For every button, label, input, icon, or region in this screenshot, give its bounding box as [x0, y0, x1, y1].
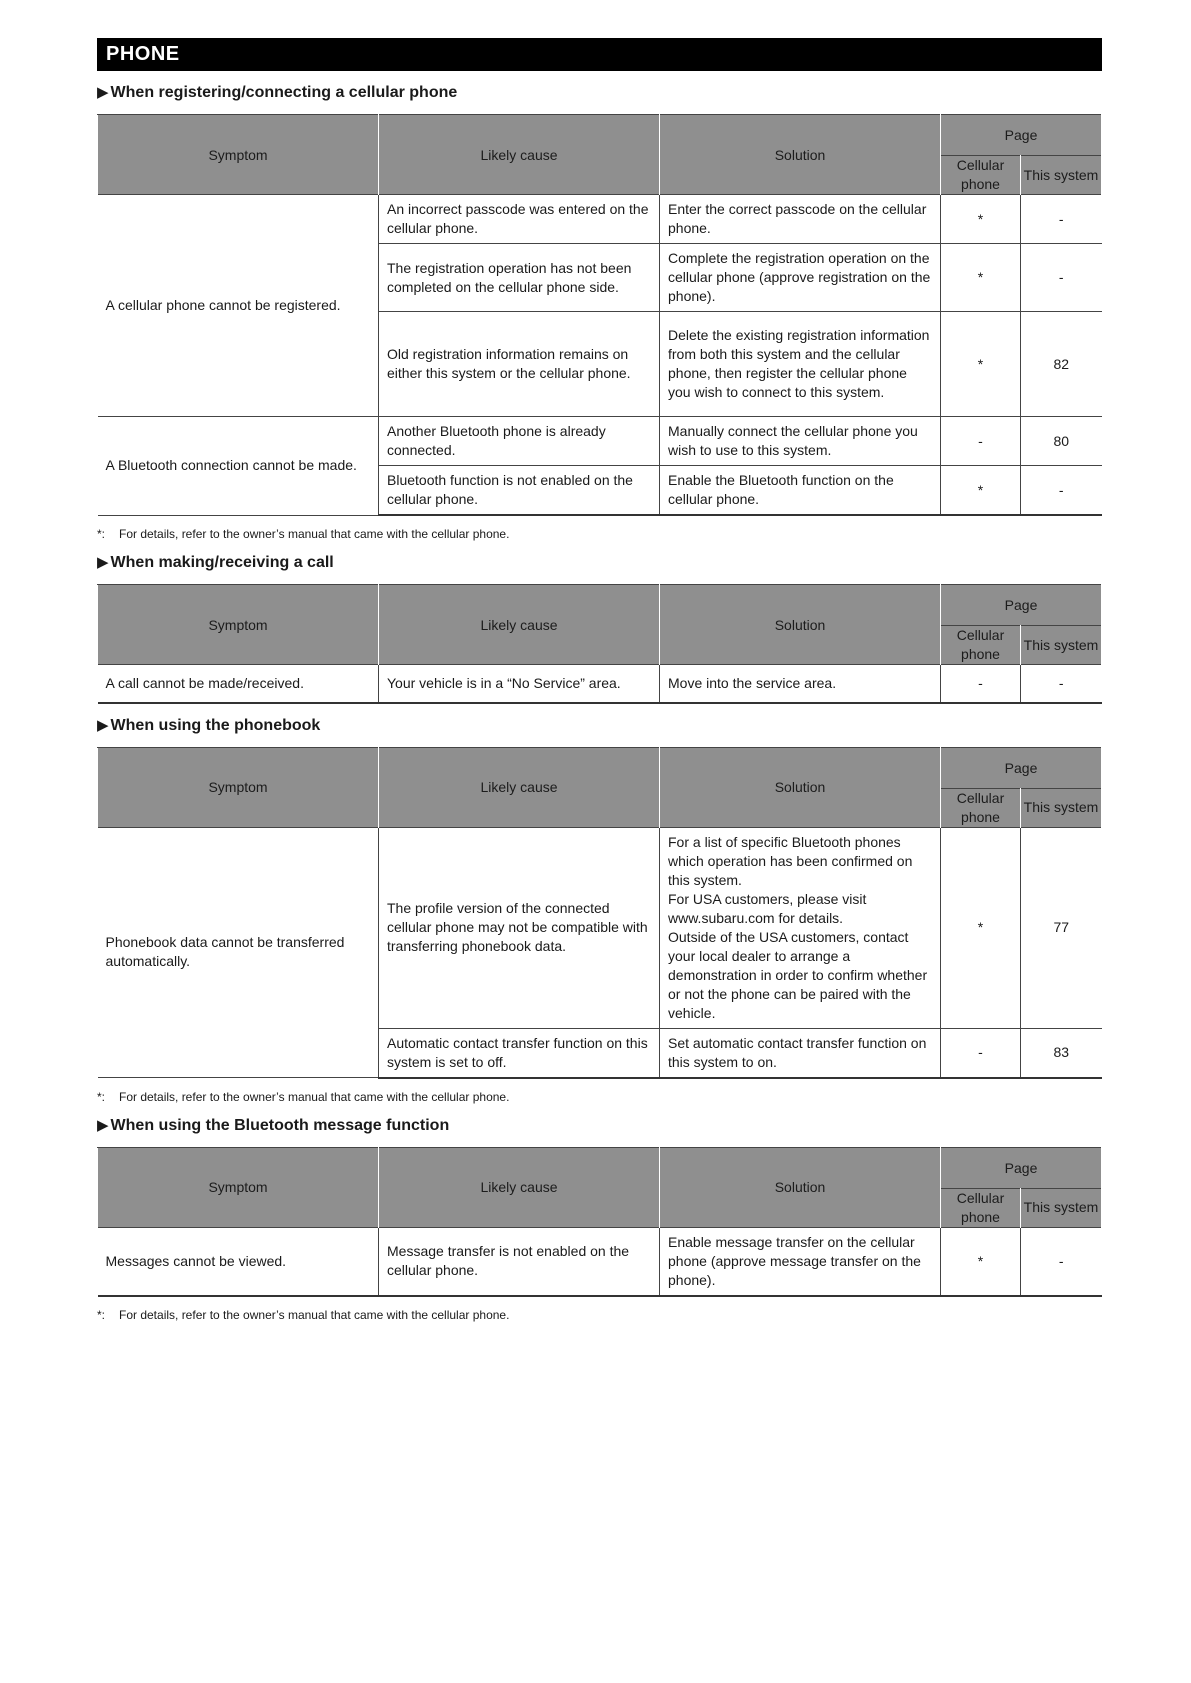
footnote-text: For details, refer to the owner’s manual that came with the cellular phone. [119, 1089, 510, 1104]
cellular-page-cell: * [941, 1227, 1021, 1296]
solution-cell: Enter the correct passcode on the cellular phone. [660, 195, 941, 244]
footnote [97, 527, 1102, 541]
cellular-page-cell: * [941, 195, 1021, 244]
system-page-cell: - [1021, 1227, 1102, 1296]
cause-cell: Bluetooth function is not enabled on the cellular phone. [379, 466, 660, 516]
cellular-page-cell: * [941, 827, 1021, 1028]
header-page: Page [941, 585, 1102, 626]
page-title: PHONE [97, 38, 1102, 71]
header-solution: Solution [660, 1147, 941, 1227]
header-solution: Solution [660, 115, 941, 195]
header-this-system: This system [1021, 788, 1102, 827]
header-likely-cause: Likely cause [379, 115, 660, 195]
footnote-text: For details, refer to the owner’s manual that came with the cellular phone. [119, 527, 510, 541]
troubleshooting-table-message [97, 1147, 1102, 1297]
footnote-text: For details, refer to the owner’s manual that came with the cellular phone. [119, 1307, 510, 1322]
cause-cell: Message transfer is not enabled on the cellular phone. [379, 1227, 660, 1296]
triangle-bullet-icon: ▶ [97, 716, 109, 734]
symptom-cell: A Bluetooth connection cannot be made. [98, 417, 379, 516]
cause-cell: Another Bluetooth phone is already connected. [379, 417, 660, 466]
header-cellular-phone: Cellular phone [941, 156, 1021, 195]
header-page: Page [941, 115, 1102, 156]
cellular-page-cell: - [941, 665, 1021, 703]
header-this-system: This system [1021, 156, 1102, 195]
header-likely-cause: Likely cause [379, 585, 660, 665]
table-row [98, 827, 1102, 1028]
triangle-bullet-icon: ▶ [97, 554, 109, 571]
footnote [97, 1308, 1102, 1322]
header-cellular-phone: Cellular phone [941, 626, 1021, 665]
system-page-cell: 77 [1021, 827, 1102, 1028]
table-row [98, 195, 1102, 244]
header-page: Page [941, 747, 1102, 788]
footnote-mark: *: [97, 1089, 106, 1104]
header-solution: Solution [660, 585, 941, 665]
system-page-cell: - [1021, 195, 1102, 244]
header-likely-cause: Likely cause [379, 747, 660, 827]
header-this-system: This system [1021, 1188, 1102, 1227]
header-cellular-phone: Cellular phone [941, 1188, 1021, 1227]
section-heading-message: ▶ When using the Bluetooth message function [97, 1116, 450, 1134]
manual-page [97, 38, 1102, 1326]
header-symptom: Symptom [98, 747, 379, 827]
symptom-cell: Phonebook data cannot be transferred automatically. [98, 827, 379, 1078]
footnote-mark: *: [97, 1307, 106, 1322]
system-page-cell: - [1021, 466, 1102, 516]
footnote [97, 1090, 1102, 1104]
solution-cell: For a list of specific Bluetooth phones which operation has been confirmed on this system. For USA customers, please visit www.subaru.com for details. Outside of the USA customers, contact your local dealer to arrange a demonstration in order to confirm whether or not the phone can be paired with the vehicle. [660, 827, 941, 1028]
cellular-page-cell: * [941, 466, 1021, 516]
solution-cell: Enable the Bluetooth function on the cellular phone. [660, 466, 941, 516]
header-symptom: Symptom [98, 585, 379, 665]
triangle-bullet-icon: ▶ [97, 84, 109, 101]
section-heading-registering: ▶ When registering/connecting a cellular phone [97, 84, 458, 101]
cause-cell: An incorrect passcode was entered on the cellular phone. [379, 195, 660, 244]
cellular-page-cell: * [941, 312, 1021, 417]
symptom-cell: A cellular phone cannot be registered. [98, 195, 379, 417]
cause-cell: Automatic contact transfer function on this system is set to off. [379, 1028, 660, 1078]
header-page: Page [941, 1147, 1102, 1188]
solution-cell: Delete the existing registration information from both this system and the cellular phone, then register the cellular phone you wish to connect to this system. [660, 312, 941, 417]
troubleshooting-table-phonebook [97, 747, 1102, 1079]
system-page-cell: 83 [1021, 1028, 1102, 1078]
symptom-cell: Messages cannot be viewed. [98, 1227, 379, 1296]
cause-cell: Your vehicle is in a “No Service” area. [379, 665, 660, 703]
table-row [98, 665, 1102, 703]
header-this-system: This system [1021, 626, 1102, 665]
section-heading-call: ▶ When making/receiving a call [97, 554, 334, 571]
triangle-bullet-icon: ▶ [97, 1116, 109, 1134]
troubleshooting-table-call [97, 584, 1102, 704]
table-row [98, 1227, 1102, 1296]
header-cellular-phone: Cellular phone [941, 788, 1021, 827]
cellular-page-cell: - [941, 1028, 1021, 1078]
solution-cell: Enable message transfer on the cellular phone (approve message transfer on the phone). [660, 1227, 941, 1296]
table-row [98, 417, 1102, 466]
section-heading-phonebook: ▶ When using the phonebook [97, 716, 321, 734]
solution-cell: Set automatic contact transfer function on this system to on. [660, 1028, 941, 1078]
solution-cell: Manually connect the cellular phone you wish to use to this system. [660, 417, 941, 466]
troubleshooting-table-registering [97, 114, 1102, 516]
cellular-page-cell: - [941, 417, 1021, 466]
symptom-cell: A call cannot be made/received. [98, 665, 379, 703]
solution-cell: Move into the service area. [660, 665, 941, 703]
cause-cell: The profile version of the connected cellular phone may not be compatible with transferring phonebook data. [379, 827, 660, 1028]
system-page-cell: - [1021, 665, 1102, 703]
system-page-cell: 82 [1021, 312, 1102, 417]
footnote-mark: *: [97, 527, 106, 541]
cause-cell: The registration operation has not been completed on the cellular phone side. [379, 244, 660, 312]
system-page-cell: - [1021, 244, 1102, 312]
header-solution: Solution [660, 747, 941, 827]
cause-cell: Old registration information remains on either this system or the cellular phone. [379, 312, 660, 417]
system-page-cell: 80 [1021, 417, 1102, 466]
header-symptom: Symptom [98, 1147, 379, 1227]
header-likely-cause: Likely cause [379, 1147, 660, 1227]
cellular-page-cell: * [941, 244, 1021, 312]
solution-cell: Complete the registration operation on the cellular phone (approve registration on the phone). [660, 244, 941, 312]
header-symptom: Symptom [98, 115, 379, 195]
